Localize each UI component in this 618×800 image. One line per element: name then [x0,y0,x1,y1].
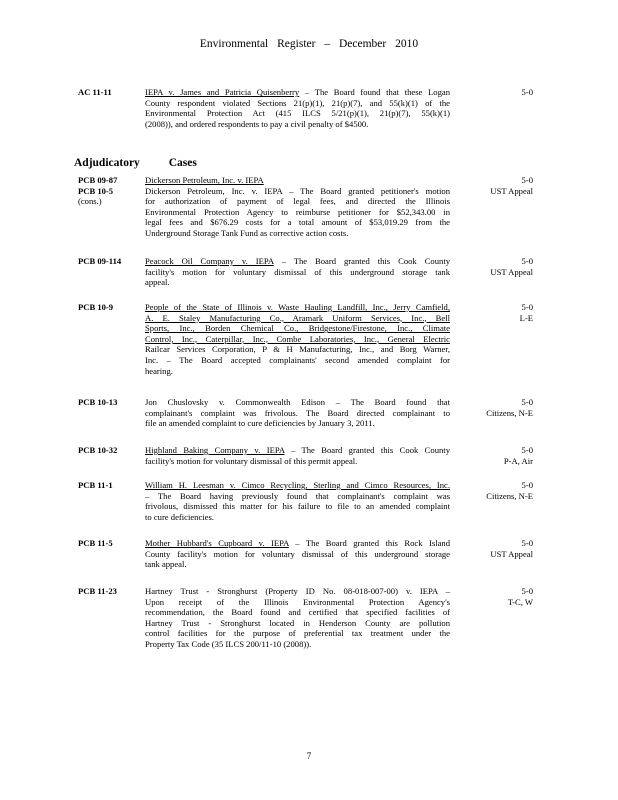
entry-line: County facility's motion for voluntary dismissal of this underground storage [145,548,450,559]
entry-line: Inc. – The Board accepted complainants' second amended complaint for [145,354,450,365]
entry-line: control facilities for the purpose of preferential tax treatment under the [145,628,450,639]
entry-body [145,586,450,650]
entry-line: – The Board having previously found that complainant's complaint was [145,490,450,501]
case-caption: William H. Leesman v. Cimco Recycling, Sterling and Cimco Resources, Inc. [145,480,450,490]
case-type: UST Appeal [490,185,533,196]
entry-line: frivolous, dismissed this matter for his failure to file to an amended complaint [145,501,450,512]
entry-body [145,480,450,522]
entry-line: Highland Baking Company v. IEPA – The Board granted this Cook County [145,445,450,455]
docket-number: PCB 11-5 [78,538,113,548]
case-caption: Control, Inc., Caterpillar, Inc., Combe Laboratories, Inc., General Electric [145,333,450,344]
docket-number: PCB 11-23 [78,586,117,596]
entry-line: hearing. [145,365,173,376]
vote-count: 5-0 [521,445,533,455]
case-type: UST Appeal [490,548,533,559]
entry-body [145,397,450,429]
entry-body [145,302,450,376]
docket-number: PCB 11-1 [78,480,113,490]
entry-line: County respondent violated Sections 21(p)(1), 21(p)(7), and 55(k)(1) of the [145,97,450,108]
entry-line: Jon Chuslovsky v. Commonwealth Edison – The Board found that [145,397,450,407]
docket-number: AC 11-11 [78,87,112,97]
entry-line: Environmental Protection Agency to reimburse petitioner for $52,343.00 in [145,206,450,217]
entry-line: legal fees and $676.29 costs for a total amount of $53,019.29 from the [145,217,450,228]
entry-line: Environmental Protection Act (415 ILCS 5/21(p)(1), 21(p)(7), 55(k)(1) [145,108,450,119]
entry-line: Upon receipt of the Illinois Environmental Protection Agency's [145,596,450,607]
page-number: 7 [306,751,312,761]
case-caption: Highland Baking Company v. IEPA [145,445,285,455]
case-caption: Peacock Oil Company v. IEPA [145,256,274,266]
docket-number: PCB 10-5 [78,185,114,196]
entry-line: file an amended complaint to cure deficiencies by January 3, 2011. [145,418,375,429]
entry-line: IEPA v. James and Patricia Quisenberry – The Board found that these Logan [145,87,450,97]
entry-body [145,538,450,570]
entry-line: Property Tax Code (35 ILCS 200/11-10 (2008)). [145,638,312,649]
docket-number: PCB 09-114 [78,256,122,266]
vote-count: 5-0 [521,302,533,312]
case-type: P-A, Air [503,455,533,466]
docket-numbers [78,175,117,207]
consolidated-note: (cons.) [78,196,102,207]
entry-body [145,256,450,288]
page-header: Environmental Register – December 2010 [199,38,419,50]
entry-line: appeal. [145,277,170,288]
vote-count: 5-0 [521,87,533,97]
docket-number: PCB 09-87 [78,175,118,185]
case-caption: Sports, Inc., Borden Chemical Co., Bridgestone/Firestone, Inc., Climate [145,323,450,334]
case-caption: A. E. Staley Manufacturing Co., Aramark Uniform Services, Inc., Bell [145,312,450,323]
entry-line: Dickerson Petroleum, Inc. v. IEPA – The Board granted petitioner's motion [145,185,450,196]
case-type: Citizens, N-E [486,490,533,501]
docket-number: PCB 10-32 [78,445,118,455]
case-type: Citizens, N-E [486,407,533,418]
entry-line: Mother Hubbard's Cupboard v. IEPA – The Board granted this Rock Island [145,538,450,548]
case-caption: Dickerson Petroleum, Inc. v. IEPA [145,175,264,185]
vote-count: 5-0 [521,256,533,266]
entry-line: recommendation, the Board found and certified that specified facilities of [145,607,450,618]
section-heading-right: Cases [168,157,197,169]
docket-number: PCB 10-9 [78,302,114,312]
entry-line: Railcar Services Corporation, P & H Manufacturing, Inc., and Borg Warner, [145,344,450,355]
vote-count: 5-0 [521,538,533,548]
entry-line: (2008)), and ordered respondents to pay a civil penalty of $4500. [145,118,369,129]
entry-line: Peacock Oil Company v. IEPA – The Board granted this Cook County [145,256,451,266]
vote-count: 5-0 [521,397,533,407]
case-caption: IEPA v. James and Patricia Quisenberry [145,87,300,97]
docket-number: PCB 10-13 [78,397,118,407]
entry-line: for authorization of payment of legal fees, and directed the Illinois [145,196,450,207]
entry-body [145,175,450,239]
case-caption: Mother Hubbard's Cupboard v. IEPA [145,538,289,548]
entry-line: facility's motion for voluntary dismissal of this permit appeal. [145,455,358,466]
entry-line: Underground Storage Tank Fund as corrective action costs. [145,227,349,238]
section-heading-left: Adjudicatory [74,157,140,169]
entry-line: Hartney Trust - Stronghurst (Property ID No. 08-018-007-00) v. IEPA – [145,586,450,596]
entry-line: complainant's complaint was frivolous. The Board directed complainant to [145,407,450,418]
vote-count: 5-0 [521,586,533,596]
entry-line: facility's motion for voluntary dismissal of this underground storage tank [145,266,450,277]
case-type: L-E [519,312,533,323]
vote-count: 5-0 [521,175,533,185]
entry-body [145,445,450,466]
entry-body [145,87,450,129]
case-type: UST Appeal [490,266,533,277]
vote-count: 5-0 [521,480,533,490]
case-type: T-C, W [507,596,533,607]
entry-line: tank appeal. [145,559,187,570]
case-caption: People of the State of Illinois v. Waste Hauling Landfill, Inc., Jerry Camfield, [145,302,450,312]
section-heading [74,157,197,169]
entry-line: to cure deficiencies. [145,511,214,522]
entry-line: Hartney Trust - Stronghurst located in Henderson County are pollution [145,617,450,628]
